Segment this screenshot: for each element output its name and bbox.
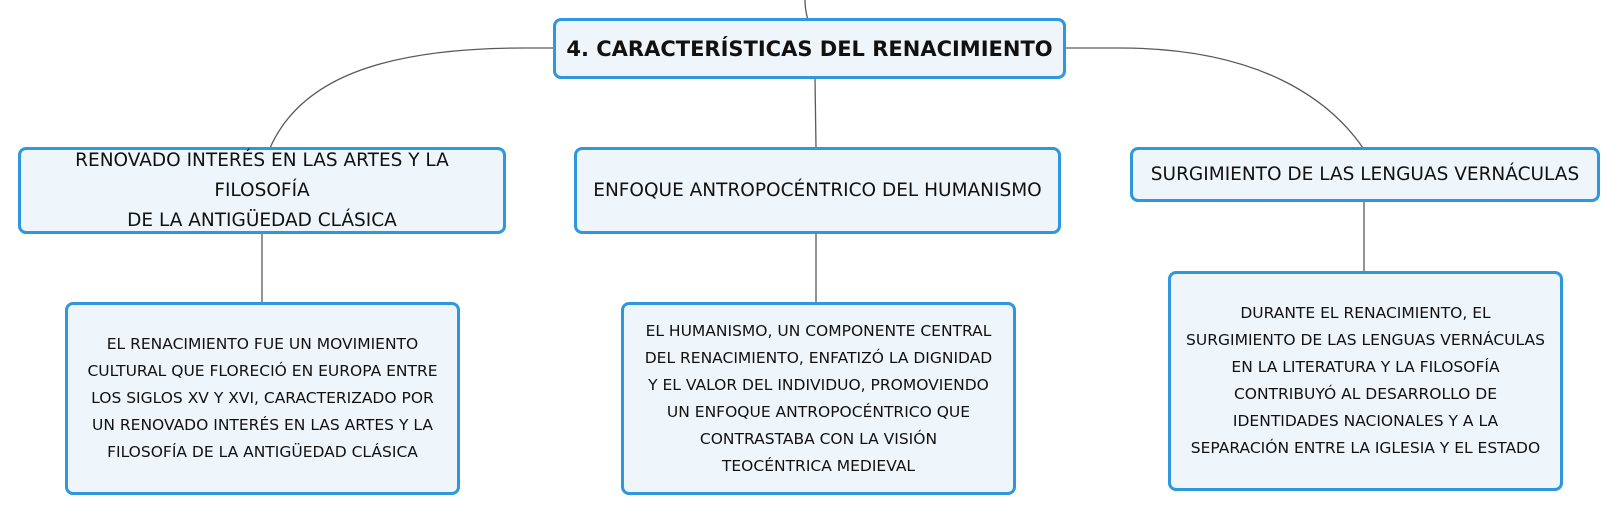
central-topic-label: 4. CARACTERÍSTICAS DEL RENACIMIENTO (566, 36, 1053, 61)
topic-label: RENOVADO INTERÉS EN LAS ARTES Y LA FILOSOFÍA DE LA ANTIGÜEDAD CLÁSICA (75, 149, 449, 231)
topic-lenguas-vernaculas[interactable] (1130, 147, 1600, 202)
detail-renovado-interes[interactable] (65, 302, 460, 495)
detail-text: DURANTE EL RENACIMIENTO, EL SURGIMIENTO DE LAS LENGUAS VERNÁCULAS EN LA LITERATURA Y LA FILOSOFÍA CONTRIBUYÓ AL DESARROLLO DE IDENTIDADES NACIONALES Y A LA SEPARACIÓN ENTRE LA IGLESIA Y EL ESTADO (1186, 304, 1545, 457)
connector-root-topic-3 (1063, 48, 1363, 148)
central-topic[interactable] (553, 18, 1066, 79)
topic-label: SURGIMIENTO DE LAS LENGUAS VERNÁCULAS (1150, 163, 1580, 185)
connector-root-topic-2 (815, 78, 816, 148)
detail-humanismo[interactable] (621, 302, 1016, 495)
detail-text: EL HUMANISMO, UN COMPONENTE CENTRAL DEL RENACIMIENTO, ENFATIZÓ LA DIGNIDAD Y EL VALOR DEL INDIVIDUO, PROMOVIENDO UN ENFOQUE ANTROPOCÉNTRICO QUE CONTRASTABA CON LA VISIÓN TEOCÉNTRICA MEDIEVAL (644, 321, 993, 475)
detail-text: EL RENACIMIENTO FUE UN MOVIMIENTO CULTURAL QUE FLORECIÓ EN EUROPA ENTRE LOS SIGLOS XV Y XVI, CARACTERIZADO POR UN RENOVADO INTERÉS EN LAS ARTES Y LA FILOSOFÍA DE LA ANTIGÜEDAD CLÁSICA (87, 335, 438, 461)
connector-to-parent (805, 0, 808, 20)
topic-renovado-interes[interactable] (18, 147, 506, 234)
connector-root-topic-1 (270, 48, 556, 148)
detail-lenguas-vernaculas[interactable] (1168, 271, 1563, 491)
topic-label: ENFOQUE ANTROPOCÉNTRICO DEL HUMANISMO (593, 179, 1042, 201)
topic-enfoque-antropocentrico[interactable] (574, 147, 1061, 234)
